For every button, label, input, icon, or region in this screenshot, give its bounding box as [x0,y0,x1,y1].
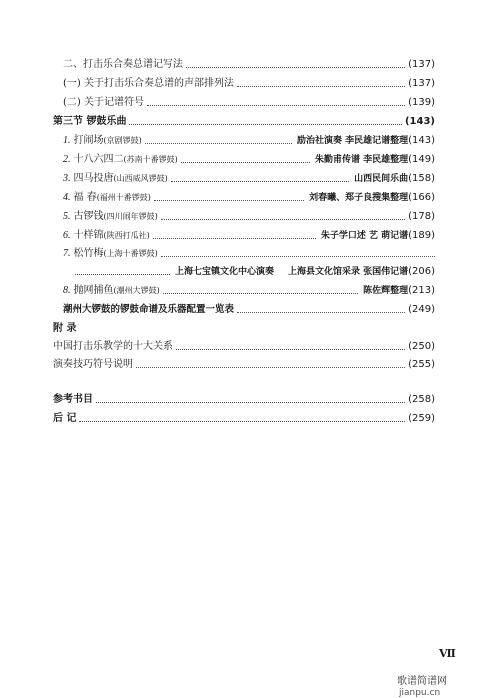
entry-number: 3. [63,173,71,184]
leader-dots [96,402,405,403]
entry-subtitle: (潮州大锣鼓) [113,286,160,295]
leader-dots [154,200,304,201]
entry-label: 附 录 [53,323,77,334]
toc-entry [63,209,435,223]
page-number: (178) [408,211,435,222]
page-number: (206) [408,266,435,277]
toc-entry [63,228,435,242]
page-number: (149) [408,154,435,165]
page-number: (143) [408,135,435,146]
entry-label: 抛网捕鱼 [73,285,114,296]
page-number: (137) [408,78,435,89]
page-number: (255) [408,359,435,370]
entry-label: 福 舂 [73,192,97,203]
entry-label: 二、打击乐合奏总谱记写法 [63,59,183,70]
entry-subtitle: (福州十番锣鼓) [96,193,151,202]
page-number: (250) [408,341,435,352]
toc-entry [53,357,435,371]
leader-dots [129,124,402,125]
toc-entry [63,57,435,71]
entry-subtitle: (陕西打瓜社) [103,231,150,240]
toc-entry [63,95,435,109]
page-number: (158) [408,173,435,184]
entry-subtitle: (山西威风锣鼓) [113,174,168,183]
leader-dots [163,293,358,294]
entry-credit: 上海县文化馆采录 张国伟记谱 [287,267,409,277]
section-heading [53,114,435,128]
entry-number: 5. [63,211,71,222]
entry-label: 第三节 锣鼓乐曲 [53,116,127,127]
section-heading [53,392,435,406]
page-number: (166) [408,192,435,203]
leader-dots [145,143,292,144]
entry-label: 演奏技巧符号说明 [53,359,133,370]
entry-credit: 陈佐辉整理 [363,286,409,296]
entry-number: 7. [63,248,71,259]
watermark-url: jianpu.cn [399,688,441,698]
entry-label: 参考书目 [53,394,93,405]
leader-dots [237,312,405,313]
leader-dots [171,181,349,182]
entry-label: (二) 关于记谱符号 [63,97,144,108]
entry-label: 古锣钱 [73,211,104,222]
entry-label: 四马投唐 [73,173,114,184]
entry-number: 2. [63,154,71,165]
entry-label: 十八六四二 [73,154,124,165]
toc-entry [63,171,435,185]
leader-dots [147,105,405,106]
toc-entry [63,283,435,297]
toc-entry [63,302,435,316]
entry-credit: 上海七宝镇文化中心演奏 [174,267,274,277]
entry-label: 十样锦 [73,230,104,241]
leader-dots [79,421,405,422]
page-number: (259) [408,413,435,424]
leader-dots [161,219,405,220]
entry-credit: 励治社演奏 李民雄记谱整理 [296,136,409,146]
page-folio: Ⅶ [439,647,456,660]
page-number: (143) [404,116,435,127]
entry-label: 潮州大锣鼓的锣鼓命谱及乐器配置一览表 [63,304,235,315]
entry-credit: 朱勤甫传谱 李民雄整理 [314,155,409,165]
watermark [397,672,490,698]
leader-dots [136,367,405,368]
page-number: (213) [408,285,435,296]
toc-entry [53,339,435,353]
toc-entry [63,190,435,204]
toc-entry [63,246,435,260]
entry-credit: 山西民间乐曲 [354,174,409,184]
toc-entry-continuation [75,264,435,278]
entry-number: 1. [63,135,71,146]
entry-credit: 朱子学口述 艺 萌记谱 [320,231,409,241]
entry-credit: 刘春曦、郑子良搜集整理 [309,193,409,203]
toc-entry [63,133,435,147]
entry-label: (一) 关于打击乐合奏总谱的声部排列法 [63,78,234,89]
entry-subtitle: (苏南十番锣鼓) [123,155,178,164]
leader-dots [176,349,405,350]
toc-entry [63,76,435,90]
section-heading [53,321,253,335]
entry-label: 后 记 [53,413,77,424]
leader-dots [153,238,316,239]
entry-label: 中国打击乐教学的十大关系 [53,341,173,352]
entry-subtitle: (四川闹年锣鼓) [103,212,158,221]
watermark-site: 歌谱简谱网 [397,676,447,687]
page-number: (249) [408,304,435,315]
leader-dots [186,67,405,68]
entry-label: 打闹场 [73,135,104,146]
leader-dots [161,256,435,257]
entry-number: 8. [63,285,71,296]
page-number: (258) [408,394,435,405]
leader-dots [237,86,405,87]
page-number: (189) [408,230,435,241]
entry-number: 4. [63,192,71,203]
entry-subtitle: (上海十番锣鼓) [103,249,158,258]
leader-dots [181,162,310,163]
toc-entry [63,152,435,166]
section-heading [53,411,435,425]
page-number: (139) [408,97,435,108]
entry-number: 6. [63,230,71,241]
leader-dots [75,274,170,275]
entry-label: 松竹梅 [73,248,104,259]
entry-subtitle: (京剧锣鼓) [103,136,142,145]
page-number: (137) [408,59,435,70]
